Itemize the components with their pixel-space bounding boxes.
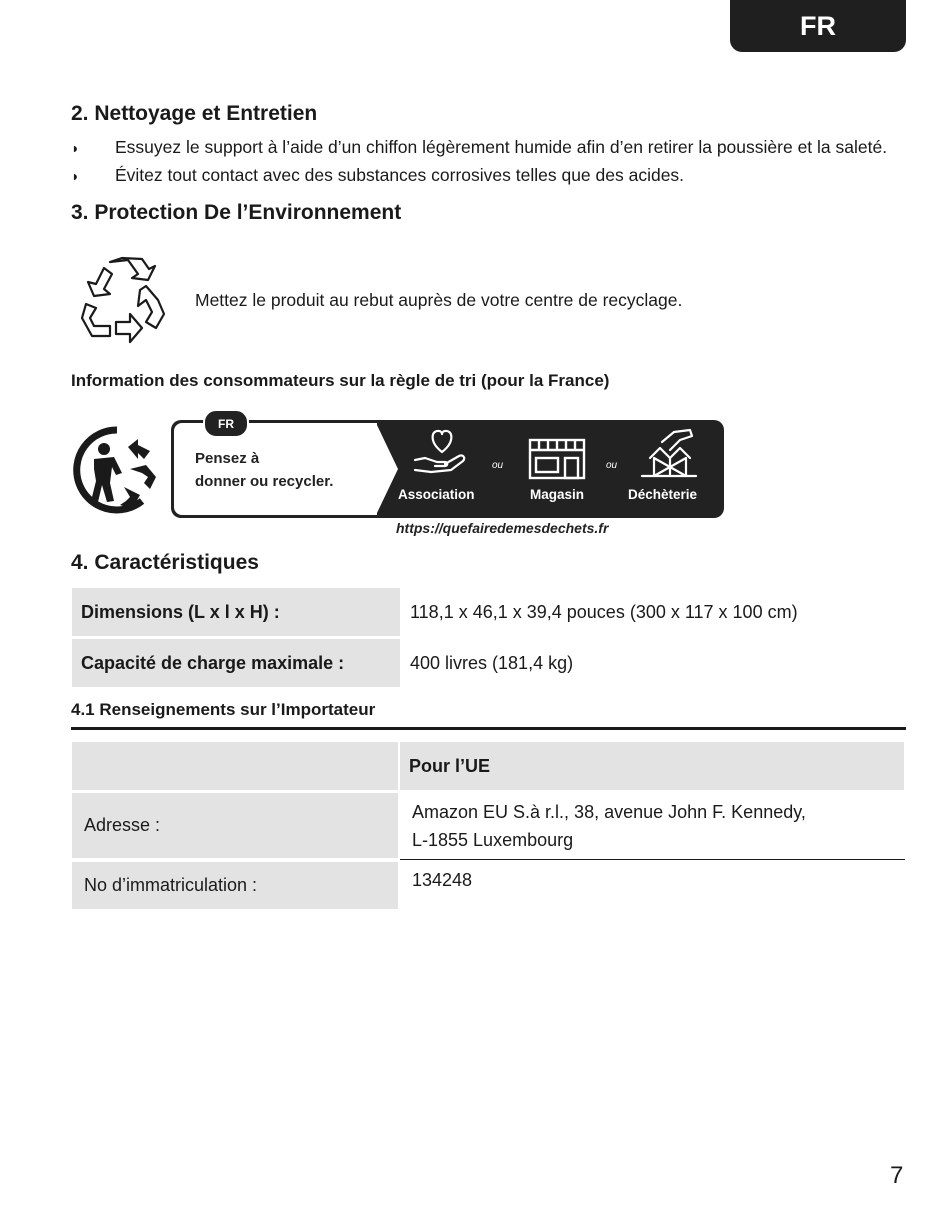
address-line1: Amazon EU S.à r.l., 38, avenue John F. Kennedy, [412,802,806,822]
importer-row-label: Adresse : [72,793,398,858]
importer-title: 4.1 Renseignements sur l’Importateur [71,700,376,719]
importer-row-value [412,798,806,854]
option-decheterie: Déchèterie [628,487,698,502]
option-association: Association [398,487,475,502]
importer-row-label: No d’immatriculation : [72,862,398,909]
page-number: 7 [890,1162,904,1189]
importer-header-blank [72,742,398,790]
or-label: ou [492,460,504,471]
store-icon [527,438,587,480]
importer-row-value [412,866,472,894]
registration-number: 134248 [412,870,473,890]
spec-label: Dimensions (L x l x H) : [72,588,400,636]
bullet-text: Évitez tout contact avec des substances corrosives telles que des acides. [115,165,685,185]
bullet-marker-icon: ◗ [71,139,80,156]
info-panel-line2: donner ou recycler. [195,473,334,490]
triman-logo-icon [72,425,162,515]
section-title-specs: 4. Caractéristiques [71,551,259,574]
section-title-cleaning: 2. Nettoyage et Entretien [71,102,318,125]
divider [71,727,906,730]
bullet-item [71,137,887,158]
bullet-item [71,165,684,186]
option-magasin: Magasin [530,487,585,502]
address-line2: L-1855 Luxembourg [412,830,574,850]
spec-label: Capacité de charge maximale : [72,639,400,687]
bullet-marker-icon: ◗ [71,167,80,184]
or-label: ou [606,460,618,471]
row-divider [400,859,905,860]
recycling-url-link[interactable]: https://quefairedemesdechets.fr [396,520,609,536]
heart-hand-icon [411,426,473,478]
bullet-text: Essuyez le support à l’aide d’un chiffon légèrement humide afin d’en retirer la poussière et la saleté. [115,137,888,157]
importer-column-header: Pour l’UE [400,742,904,790]
sorting-info-title: Information des consommateurs sur la règle de tri (pour la France) [71,371,610,390]
spec-value: 118,1 x 46,1 x 39,4 pouces (300 x 117 x 100 cm) [410,601,798,622]
recycle-icon [80,256,170,348]
fr-badge: FR [203,409,249,438]
waste-center-icon [640,428,698,480]
section-title-environment: 3. Protection De l’Environnement [71,201,402,224]
info-panel-line1: Pensez à [195,450,260,467]
info-panel-arrow [376,423,398,515]
recycle-text: Mettez le produit au rebut auprès de votre centre de recyclage. [195,290,683,310]
info-panel-message [195,447,333,493]
spec-value: 400 livres (181,4 kg) [410,652,574,673]
language-tab: FR [730,0,906,52]
